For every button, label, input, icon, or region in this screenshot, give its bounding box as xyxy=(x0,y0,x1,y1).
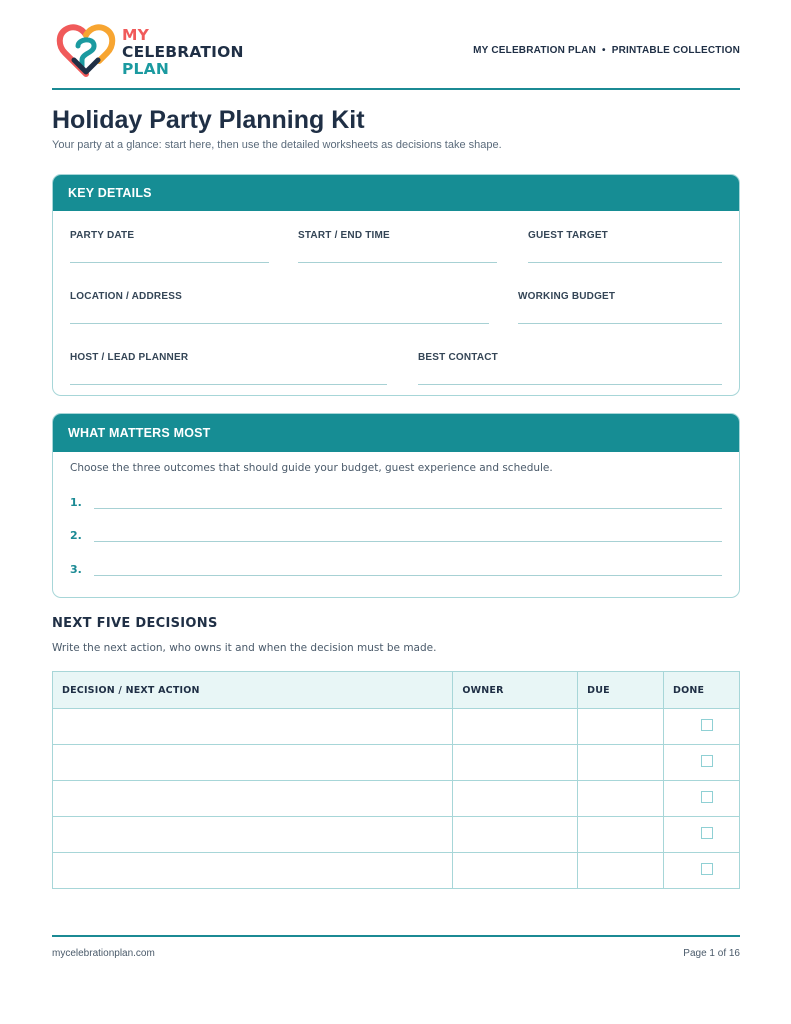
table-row xyxy=(53,709,740,745)
table-row xyxy=(53,853,740,889)
next-decisions-instruction: Write the next action, who owns it and when the decision must be made. xyxy=(52,642,437,654)
next-decisions-heading: NEXT FIVE DECISIONS xyxy=(52,616,218,631)
table-row xyxy=(53,781,740,817)
done-cell xyxy=(664,817,740,853)
priority-line-1 xyxy=(94,508,722,509)
logo-line-my: MY xyxy=(122,26,150,44)
footer-page-number: Page 1 of 16 xyxy=(683,948,740,959)
done-cell xyxy=(664,781,740,817)
start-end-time-line xyxy=(298,262,497,263)
host-label: HOST / LEAD PLANNER xyxy=(70,352,189,363)
due-cell[interactable] xyxy=(578,709,664,745)
best-contact-label: BEST CONTACT xyxy=(418,352,498,363)
done-cell xyxy=(664,745,740,781)
owner-cell[interactable] xyxy=(453,781,578,817)
table-row xyxy=(53,745,740,781)
done-checkbox[interactable] xyxy=(701,863,713,875)
priority-row-2[interactable] xyxy=(70,529,722,543)
priority-number-1: 1. xyxy=(70,496,82,509)
priority-line-2 xyxy=(94,541,722,542)
footer-divider xyxy=(52,935,740,937)
done-checkbox[interactable] xyxy=(701,755,713,767)
host-field[interactable] xyxy=(70,352,387,363)
header-brand: MY CELEBRATION PLAN xyxy=(473,45,597,56)
done-cell xyxy=(664,709,740,745)
header-collection-label xyxy=(473,45,740,56)
what-matters-heading: WHAT MATTERS MOST xyxy=(53,414,739,452)
header-separator: • xyxy=(602,45,606,56)
location-line xyxy=(70,323,489,324)
priority-number-2: 2. xyxy=(70,529,82,542)
guest-target-label: GUEST TARGET xyxy=(528,230,608,241)
key-details-card xyxy=(52,174,740,396)
logo-line-celebration: CELEBRATION xyxy=(122,43,244,61)
header-divider xyxy=(52,88,740,90)
done-cell xyxy=(664,853,740,889)
decision-cell[interactable] xyxy=(53,781,453,817)
decisions-table xyxy=(52,671,740,889)
what-matters-card xyxy=(52,413,740,598)
host-line xyxy=(70,384,387,385)
done-checkbox[interactable] xyxy=(701,827,713,839)
done-checkbox[interactable] xyxy=(701,719,713,731)
start-end-time-field[interactable] xyxy=(298,230,497,241)
working-budget-line xyxy=(518,323,722,324)
priority-row-3[interactable] xyxy=(70,563,722,577)
decision-cell[interactable] xyxy=(53,817,453,853)
logo-line-plan: PLAN xyxy=(122,60,170,78)
best-contact-line xyxy=(418,384,722,385)
decision-cell[interactable] xyxy=(53,709,453,745)
guest-target-line xyxy=(528,262,722,263)
owner-cell[interactable] xyxy=(453,853,578,889)
page-header xyxy=(52,18,740,90)
party-date-line xyxy=(70,262,269,263)
table-row xyxy=(53,817,740,853)
decision-cell[interactable] xyxy=(53,745,453,781)
party-date-label: PARTY DATE xyxy=(70,230,135,241)
due-cell[interactable] xyxy=(578,745,664,781)
page-title: Holiday Party Planning Kit xyxy=(52,106,365,134)
decision-cell[interactable] xyxy=(53,853,453,889)
working-budget-label: WORKING BUDGET xyxy=(518,291,616,302)
key-details-heading: KEY DETAILS xyxy=(53,175,739,211)
location-field[interactable] xyxy=(70,291,489,302)
page-subtitle: Your party at a glance: start here, then use the detailed worksheets as decisions take shape. xyxy=(52,139,502,151)
due-cell[interactable] xyxy=(578,853,664,889)
owner-cell[interactable] xyxy=(453,709,578,745)
heart-logo-icon xyxy=(56,22,116,80)
logo-wordmark xyxy=(122,27,244,78)
column-header-done: DONE xyxy=(664,672,740,709)
logo xyxy=(56,22,246,82)
due-cell[interactable] xyxy=(578,817,664,853)
decisions-header-row xyxy=(53,672,740,709)
working-budget-field[interactable] xyxy=(518,291,722,302)
due-cell[interactable] xyxy=(578,781,664,817)
guest-target-field[interactable] xyxy=(528,230,722,241)
what-matters-instruction: Choose the three outcomes that should guide your budget, guest experience and schedule. xyxy=(70,462,553,474)
done-checkbox[interactable] xyxy=(701,791,713,803)
priority-line-3 xyxy=(94,575,722,576)
start-end-time-label: START / END TIME xyxy=(298,230,390,241)
best-contact-field[interactable] xyxy=(418,352,722,363)
location-label: LOCATION / ADDRESS xyxy=(70,291,182,302)
priority-row-1[interactable] xyxy=(70,496,722,510)
owner-cell[interactable] xyxy=(453,817,578,853)
column-header-decision: DECISION / NEXT ACTION xyxy=(53,672,453,709)
header-collection: PRINTABLE COLLECTION xyxy=(611,45,740,56)
owner-cell[interactable] xyxy=(453,745,578,781)
priority-number-3: 3. xyxy=(70,563,82,576)
footer-website[interactable]: mycelebrationplan.com xyxy=(52,948,155,959)
party-date-field[interactable] xyxy=(70,230,269,241)
column-header-owner: OWNER xyxy=(453,672,578,709)
column-header-due: DUE xyxy=(578,672,664,709)
